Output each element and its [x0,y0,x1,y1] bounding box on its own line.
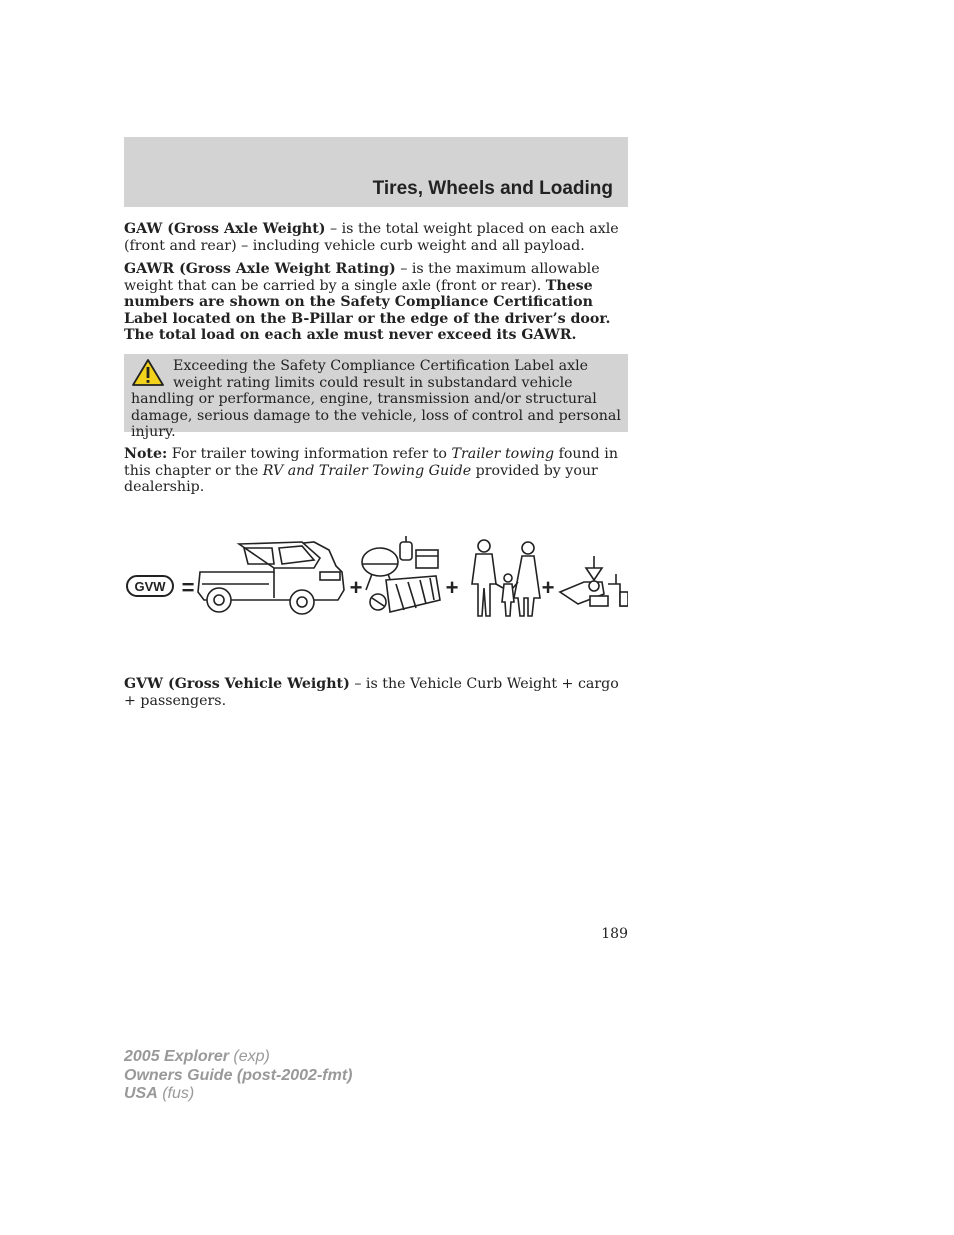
gawr-definition [124,261,624,344]
plus-sign-1: + [349,575,363,600]
footer-model-code: (exp) [228,1048,270,1065]
warning-text: Exceeding the Safety Compliance Certification Label axle weight rating limits could result in substandard vehicle handling or performance, engine, transmission and/or structural damage, serious damage to the vehicle, loss of control and personal injury. [131,358,621,441]
gvw-term: GVW (Gross Vehicle Weight) [124,676,350,692]
note-text-3: provided by your dealership. [124,462,598,496]
gvw-definition [124,676,624,709]
gaw-text: – is the total weight placed on each axle (front and rear) – including vehicle curb weight and all payload. [124,221,619,254]
warning-text-block [131,358,621,441]
footer-line-2 [124,1067,352,1086]
note-text-2: found in this chapter or the [124,446,618,479]
passengers-family-icon [472,540,540,616]
equals-sign: = [181,575,195,600]
document-footer [124,1048,352,1104]
trailer-hitch-icon [560,556,628,606]
gaw-definition [124,221,624,254]
gawr-term: GAWR (Gross Axle Weight Rating) [124,261,396,277]
note-label: Note: [124,446,168,462]
footer-market-code: (fus) [157,1085,195,1102]
gvw-text: – is the Vehicle Curb Weight + cargo + passengers. [124,676,619,709]
footer-line-1 [124,1048,352,1067]
gvw-illustration [124,528,628,624]
footer-market: USA [124,1085,158,1102]
footer-guide: Owners Guide (post-2002-fmt) [124,1066,353,1084]
footer-model: 2005 Explorer [124,1048,229,1065]
warning-triangle-icon [131,358,173,390]
section-title: Tires, Wheels and Loading [372,178,613,199]
gvw-badge-label: GVW [134,579,166,594]
gawr-emphasis: These numbers are shown on the Safety Compliance Certification Label located on the B-Pillar or the edge of the driver’s door. The total load on each axle must never exceed its GAWR. [124,277,611,344]
trailer-towing-reference: Trailer towing [451,446,555,462]
footer-line-3 [124,1085,352,1104]
section-header [124,137,628,207]
plus-sign-2: + [445,575,459,600]
gvw-badge [127,576,173,596]
rv-guide-reference: RV and Trailer Towing Guide [262,462,472,479]
plus-sign-3: + [541,575,555,600]
pickup-truck-icon [198,542,344,614]
trailer-note [124,446,624,496]
gawr-text: – is the maximum allowable weight that can be carried by a single axle (front or rear). [124,261,600,294]
warning-box [124,354,628,441]
note-text-1: For trailer towing information refer to [167,446,452,462]
page-number: 189 [601,926,628,942]
cargo-grill-cooler-icon [362,536,440,612]
gaw-term: GAW (Gross Axle Weight) [124,221,326,237]
